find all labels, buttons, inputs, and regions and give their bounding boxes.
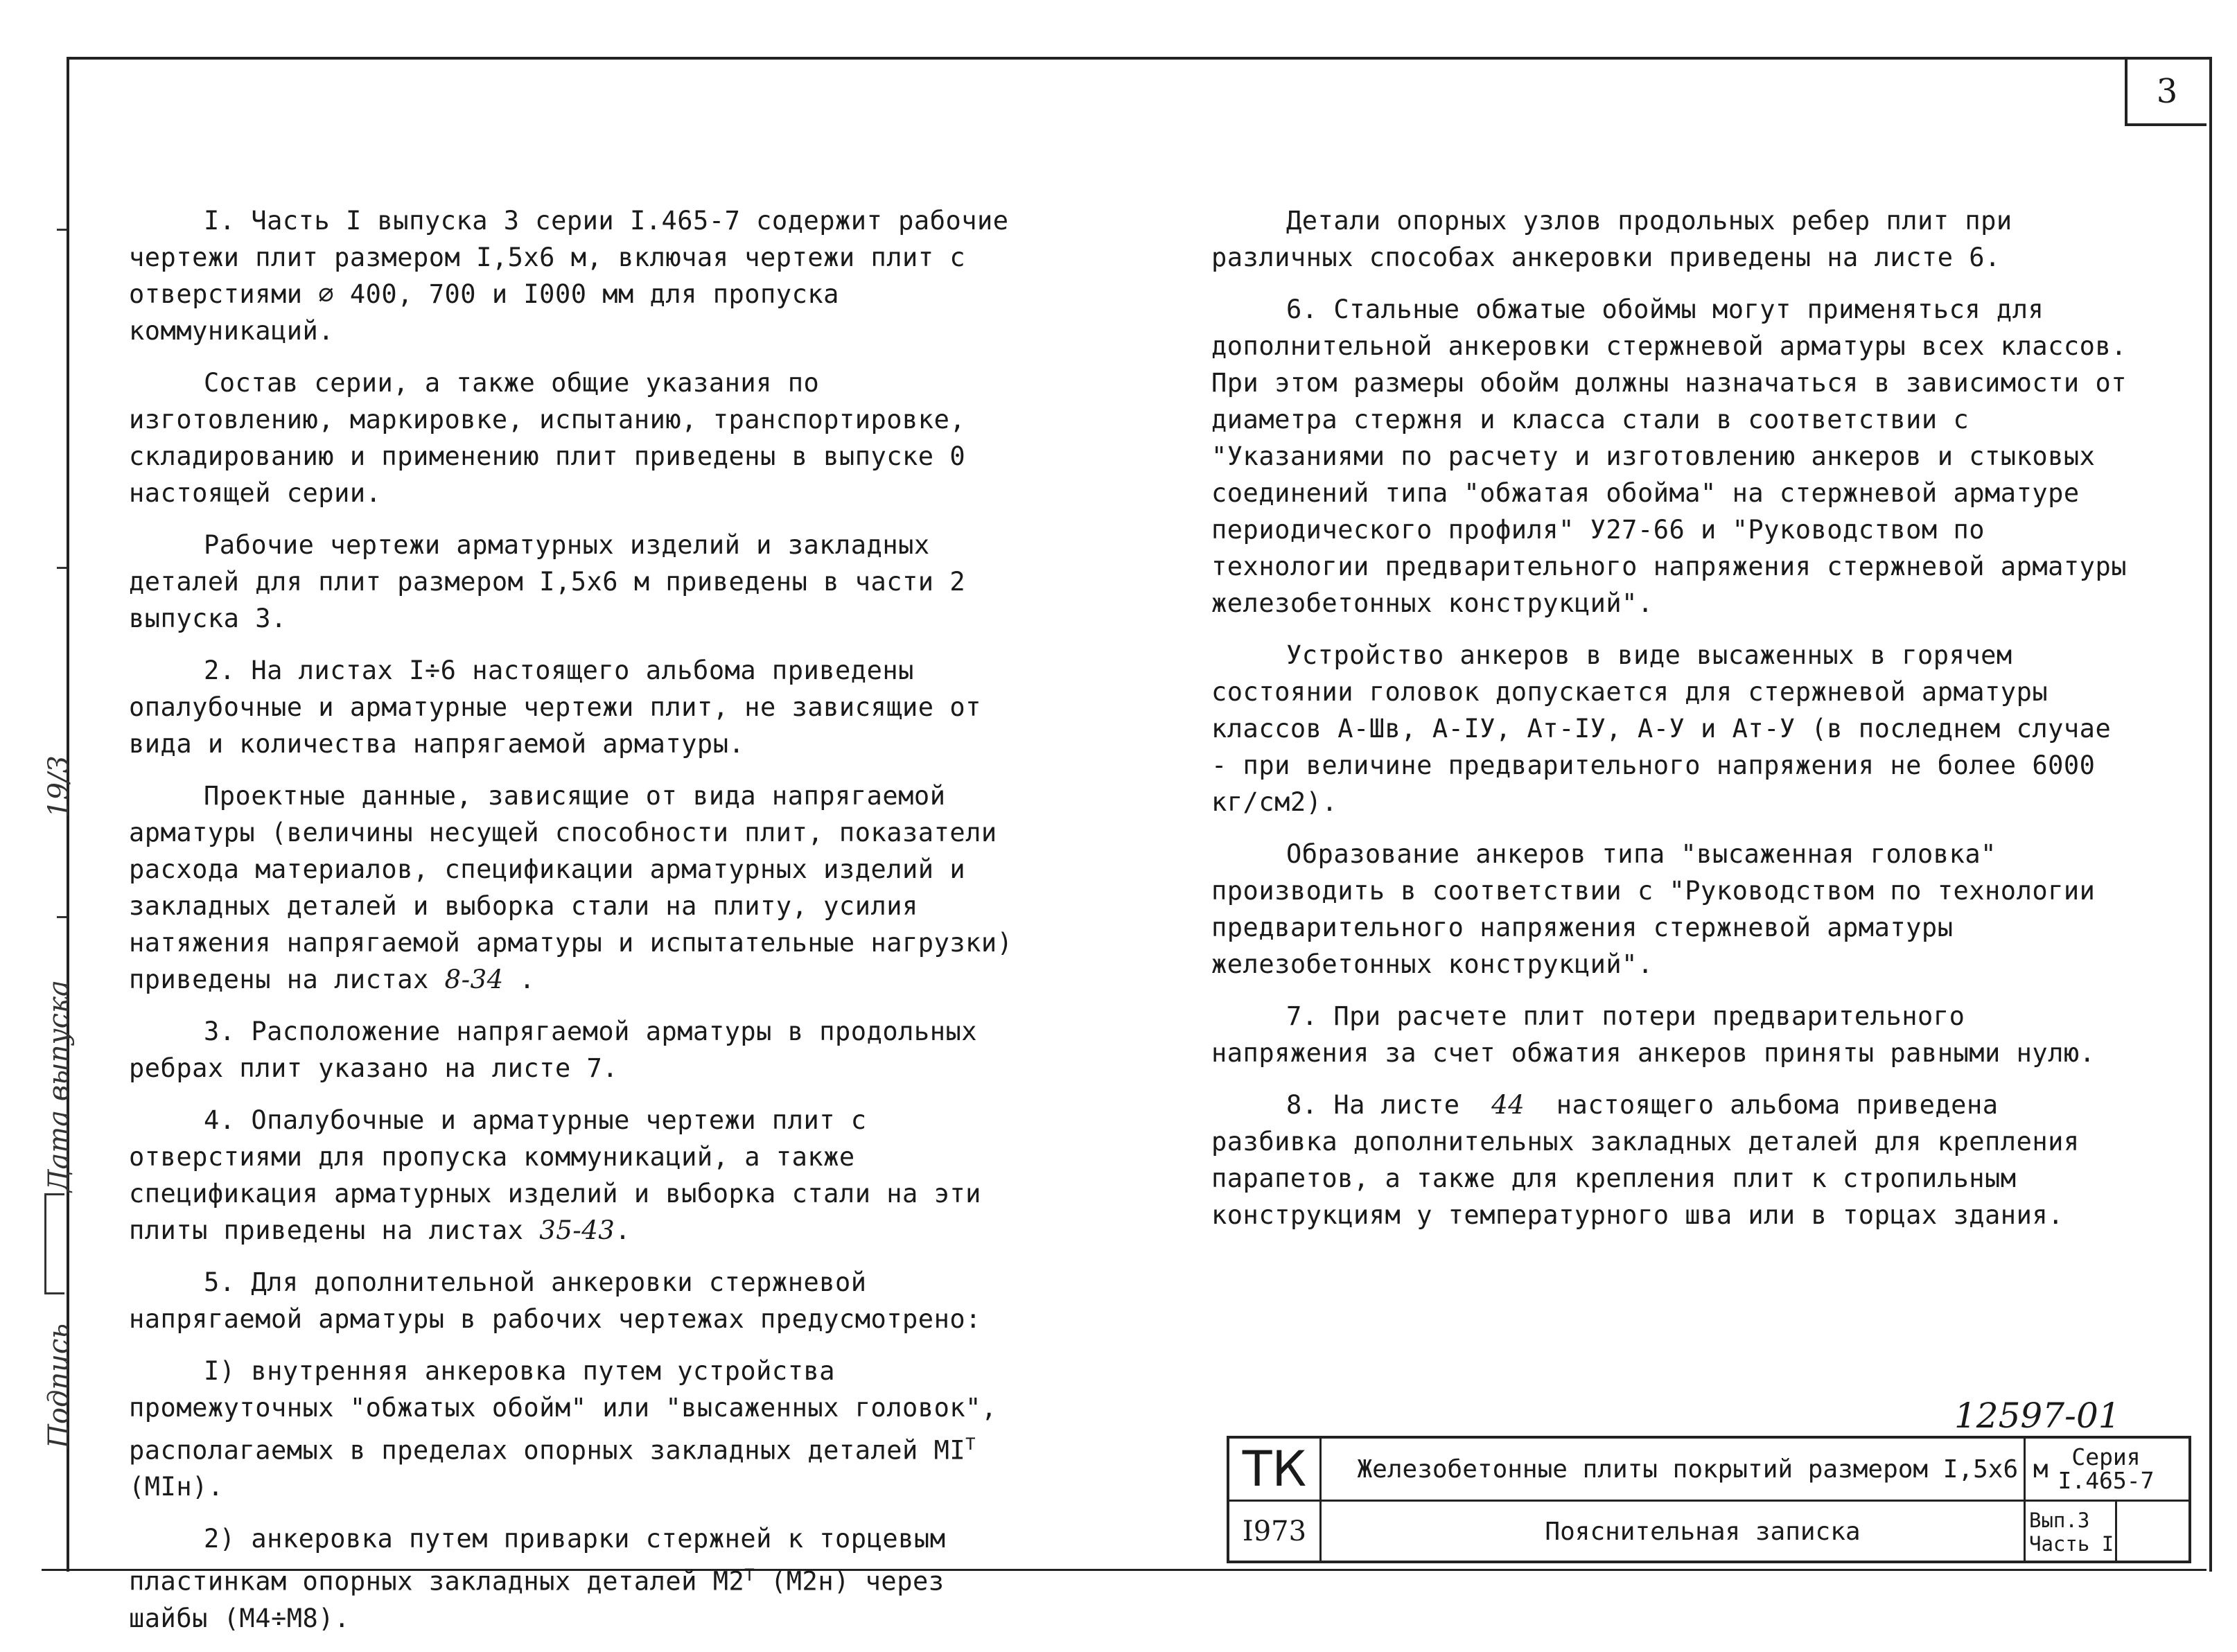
paragraph: I. Часть I выпуска 3 серии I.465-7 содержит рабочие чертежи плит размером I,5х6 м, включая чертежи плит с отверстиями ∅ 400, 700 и I000 мм для пропуска коммуникаций. xyxy=(129,206,1009,346)
paragraph xyxy=(1211,1087,2133,1233)
paragraph-text: 4. Опалубочные и арматурные чертежи плит с отверстиями для пропуска коммуникаций, а также спецификация арматурных изделий и выборка стали на эти плиты приведены на листах xyxy=(129,1105,981,1245)
series-value: I.465-7 xyxy=(2058,1467,2155,1494)
series-label: Серия xyxy=(2071,1443,2141,1470)
stamp-number: 12597-01 xyxy=(1954,1396,2121,1436)
handwritten-sheet: 44 xyxy=(1491,1090,1525,1120)
issue-label: Вып.3 xyxy=(2029,1509,2090,1532)
paragraph: Проектные данные, зависящие от вида напрягаемой арматуры (величины несущей способности плит, показатели расхода материалов, спецификации арматурных изделий и закладных деталей и выборка стали на плиту, усилия натяжения напрягаемой арматуры и испытательные нагрузки) приведены на листах 8-34 . xyxy=(129,781,1013,994)
paragraph: 4. Опалубочные и арматурные чертежи плит с отверстиями для пропуска коммуникаций, а также спецификация арматурных изделий и выборка стали на эти плиты приведены на листах 35-43. xyxy=(129,1105,981,1245)
margin-date-label: Дата выпуска xyxy=(43,980,75,1192)
handwritten-sheets: 8-34 xyxy=(444,965,504,994)
issue-cell xyxy=(2026,1503,2119,1561)
handwritten-sheets: 35-43 xyxy=(539,1215,615,1245)
superscript: Т xyxy=(744,1565,755,1585)
title-block xyxy=(1227,1436,2191,1563)
series-cell xyxy=(2026,1440,2186,1498)
margin-tick xyxy=(57,567,67,569)
margin-signature-label: Подпись xyxy=(43,1323,75,1448)
superscript: Т xyxy=(965,1434,976,1454)
paragraph: Устройство анкеров в виде высаженных в горячем состоянии головок допускается для стержневой арматуры классов А-Шв, А-IУ, Ат-IУ, А-У и Ат-У (в последнем случае - при величине предварительного напряжения не более 6000 кг/см2). xyxy=(1211,640,2112,817)
organization-mark: ТК xyxy=(1242,1441,1307,1497)
paragraph: 3. Расположение напрягаемой арматуры в продольных ребрах плит указано на листе 7. xyxy=(129,1017,978,1083)
document-title: Железобетонные плиты покрытий размером I,5х6 м xyxy=(1357,1455,2049,1484)
paragraph-text: 2) анкеровка путем приварки стержней к торцевым пластинкам опорных закладных деталей М2 xyxy=(129,1524,946,1597)
paragraph xyxy=(129,1520,1016,1636)
left-column xyxy=(129,202,1016,1652)
margin-date-value: 19/3 xyxy=(43,755,75,818)
sheet-number: 3 xyxy=(2125,60,2207,126)
paragraph-text: (МIн). xyxy=(129,1472,224,1502)
paragraph xyxy=(129,1353,1016,1505)
paragraph: Детали опорных узлов продольных ребер плит при различных способах анкеровки приведены на листе 6. xyxy=(1211,206,2012,272)
margin-bracket xyxy=(44,1193,64,1294)
paragraph: 2. На листах I÷6 настоящего альбома приведены опалубочные и арматурные чертежи плит, не зависящие от вида и количества напрягаемой арматуры. xyxy=(129,656,981,759)
paragraph-text: I) внутренняя анкеровка путем устройства промежуточных "обжатых обойм" или "высаженных головок", располагаемых в пределах опорных закладных деталей МI xyxy=(129,1356,997,1466)
part-label: Часть I xyxy=(2029,1532,2114,1556)
paragraph: 6. Стальные обжатые обоймы могут применяться для дополнительной анкеровки стержневой арматуры всех классов. При этом размеры обойм должны назначаться в зависимости от диаметра стержня и класса стали в соответствии с "Указаниями по расчету и изготовлению анкеров и стыковых соединений типа "обжатая обойма" на стержневой арматуре периодического профиля" У27-66 и "Руководством по технологии предварительного напряжения стержневой арматуры железобетонных конструкций". xyxy=(1211,295,2128,618)
margin-tick xyxy=(57,229,67,231)
paragraph-text: 8. На листе xyxy=(1286,1090,1460,1120)
paragraph-text: (М2н) через шайбы (М4÷М8). xyxy=(129,1566,945,1633)
paragraph: 7. При расчете плит потери предварительного напряжения за счет обжатия анкеров приняты равными нулю. xyxy=(1211,1001,2096,1068)
document-subtitle: Пояснительная записка xyxy=(1545,1517,1861,1546)
paragraph: Образование анкеров типа "высаженная головка" производить в соответствии с "Руководством по технологии предварительного напряжения стержневой арматуры железобетонных конструкций". xyxy=(1211,839,2096,979)
right-column xyxy=(1211,202,2133,1249)
paragraph-text: настоящего альбома приведена разбивка дополнительных закладных деталей для крепления парапетов, а также для крепления плит к стропильным конструкциям у температурного шва или в торцах здания. xyxy=(1211,1090,2080,1230)
paragraph: Состав серии, а также общие указания по изготовлению, маркировке, испытанию, транспортировке, складированию и применению плит приведены в выпуске 0 настоящей серии. xyxy=(129,368,966,508)
paragraph-text: Проектные данные, зависящие от вида напрягаемой арматуры (величины несущей способности плит, показатели расхода материалов, спецификации арматурных изделий и закладных деталей и выборка стали на плиту, усилия натяжения напрягаемой арматуры и испытательные нагрузки) приведены на листах xyxy=(129,781,1013,994)
year: I973 xyxy=(1242,1515,1307,1547)
margin-tick xyxy=(57,916,67,918)
paragraph: Рабочие чертежи арматурных изделий и закладных деталей для плит размером I,5х6 м приведены в части 2 выпуска 3. xyxy=(129,530,966,633)
paragraph: 5. Для дополнительной анкеровки стержневой напрягаемой арматуры в рабочих чертежах предусмотрено: xyxy=(129,1267,981,1334)
